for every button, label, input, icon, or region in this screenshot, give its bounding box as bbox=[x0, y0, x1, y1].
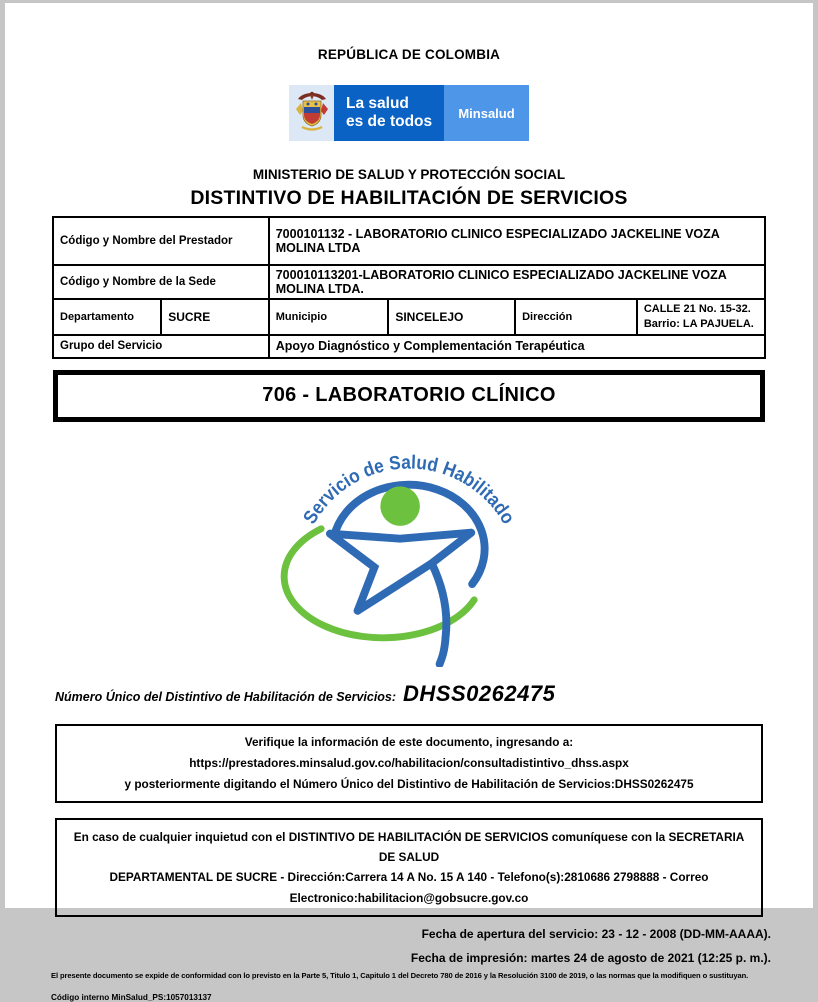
internal-code: Código interno MinSalud_PS:1057013137 bbox=[51, 992, 212, 1002]
minsalud-brand: Minsalud bbox=[444, 85, 529, 141]
certificate-page bbox=[5, 3, 813, 1002]
provider-info-table bbox=[52, 216, 766, 359]
fecha-apertura: Fecha de apertura del servicio: 23 - 12 - 2008 (DD-MM-AAAA). bbox=[421, 926, 771, 941]
sede-value: 700010113201-LABORATORIO CLINICO ESPECIALIZADO JACKELINE VOZA MOLINA LTDA. bbox=[269, 265, 765, 299]
unique-number-line bbox=[55, 681, 813, 707]
table-row-prestador bbox=[53, 217, 765, 265]
habilitado-seal-icon bbox=[280, 435, 538, 667]
seal-arc-text: Servicio de Salud Habilitado bbox=[299, 452, 519, 529]
verification-box bbox=[55, 724, 763, 804]
fecha-impresion: Fecha de impresión: martes 24 de agosto de 2021 (12:25 p. m.). bbox=[410, 950, 771, 965]
legal-text: El presente documento se expide de conformidad con lo previsto en la Parte 5, Titulo 1, Capitulo 1 del Decreto 780 de 2016 y la Resolución 3100 de 2019, o las normas que la modifiquen o sustituyan. bbox=[51, 970, 749, 980]
contact-box bbox=[55, 818, 763, 916]
table-row-sede bbox=[53, 265, 765, 299]
departamento-label: Departamento bbox=[53, 299, 161, 335]
sede-label: Código y Nombre de la Sede bbox=[53, 265, 269, 299]
table-row-location bbox=[53, 299, 765, 335]
direccion-value: CALLE 21 No. 15-32. Barrio: LA PAJUELA. bbox=[637, 299, 765, 335]
prestador-value: 7000101132 - LABORATORIO CLINICO ESPECIALIZADO JACKELINE VOZA MOLINA LTDA bbox=[269, 217, 765, 265]
contact-line2: DEPARTAMENTAL DE SUCRE - Dirección:Carrera 14 A No. 15 A 140 - Telefono(s):2810686 2798888 - Correo bbox=[109, 870, 709, 885]
service-banner-text: 706 - LABORATORIO CLÍNICO bbox=[262, 384, 556, 407]
logo-slogan bbox=[334, 85, 444, 141]
republic-title: REPÚBLICA DE COLOMBIA bbox=[317, 47, 501, 62]
habilitado-seal bbox=[280, 435, 538, 672]
table-row-grupo bbox=[53, 335, 765, 358]
verification-line1: Verifique la información de este documento, ingresando a: https://prestadores.minsalud.gov.co/habilitacion/consultadistintivo_dhss.aspx bbox=[189, 734, 629, 770]
logo-slogan-line2: es de todos bbox=[346, 113, 433, 130]
verification-line2: y posteriormente digitando el Número Único del Distintivo de Habilitación de Servicios:DHSS0262475 bbox=[124, 777, 694, 792]
grupo-value: Apoyo Diagnóstico y Complementación Terapéutica bbox=[269, 335, 765, 358]
contact-line3: Electronico:habilitacion@gobsucre.gov.co bbox=[289, 890, 529, 905]
colombia-coat-of-arms-icon bbox=[289, 85, 334, 141]
unique-number-value: DHSS0262475 bbox=[403, 680, 556, 706]
unique-number-label: Número Único del Distintivo de Habilitación de Servicios: bbox=[55, 689, 397, 704]
prestador-label: Código y Nombre del Prestador bbox=[53, 217, 269, 265]
grupo-label: Grupo del Servicio bbox=[53, 335, 269, 358]
contact-line1: En caso de cualquier inquietud con el DISTINTIVO DE HABILITACIÓN DE SERVICIOS comuníquese con la SECRETARIA DE SALUD bbox=[73, 830, 745, 865]
municipio-label: Municipio bbox=[269, 299, 389, 335]
service-banner bbox=[53, 370, 765, 422]
direccion-label: Dirección bbox=[515, 299, 637, 335]
logo-slogan-line1: La salud bbox=[346, 95, 409, 113]
municipio-value: SINCELEJO bbox=[388, 299, 515, 335]
document-title: DISTINTIVO DE HABILITACIÓN DE SERVICIOS bbox=[190, 187, 628, 209]
minsalud-logo bbox=[289, 85, 529, 141]
ministry-title: MINISTERIO DE SALUD Y PROTECCIÓN SOCIAL bbox=[252, 167, 566, 182]
departamento-value: SUCRE bbox=[161, 299, 269, 335]
